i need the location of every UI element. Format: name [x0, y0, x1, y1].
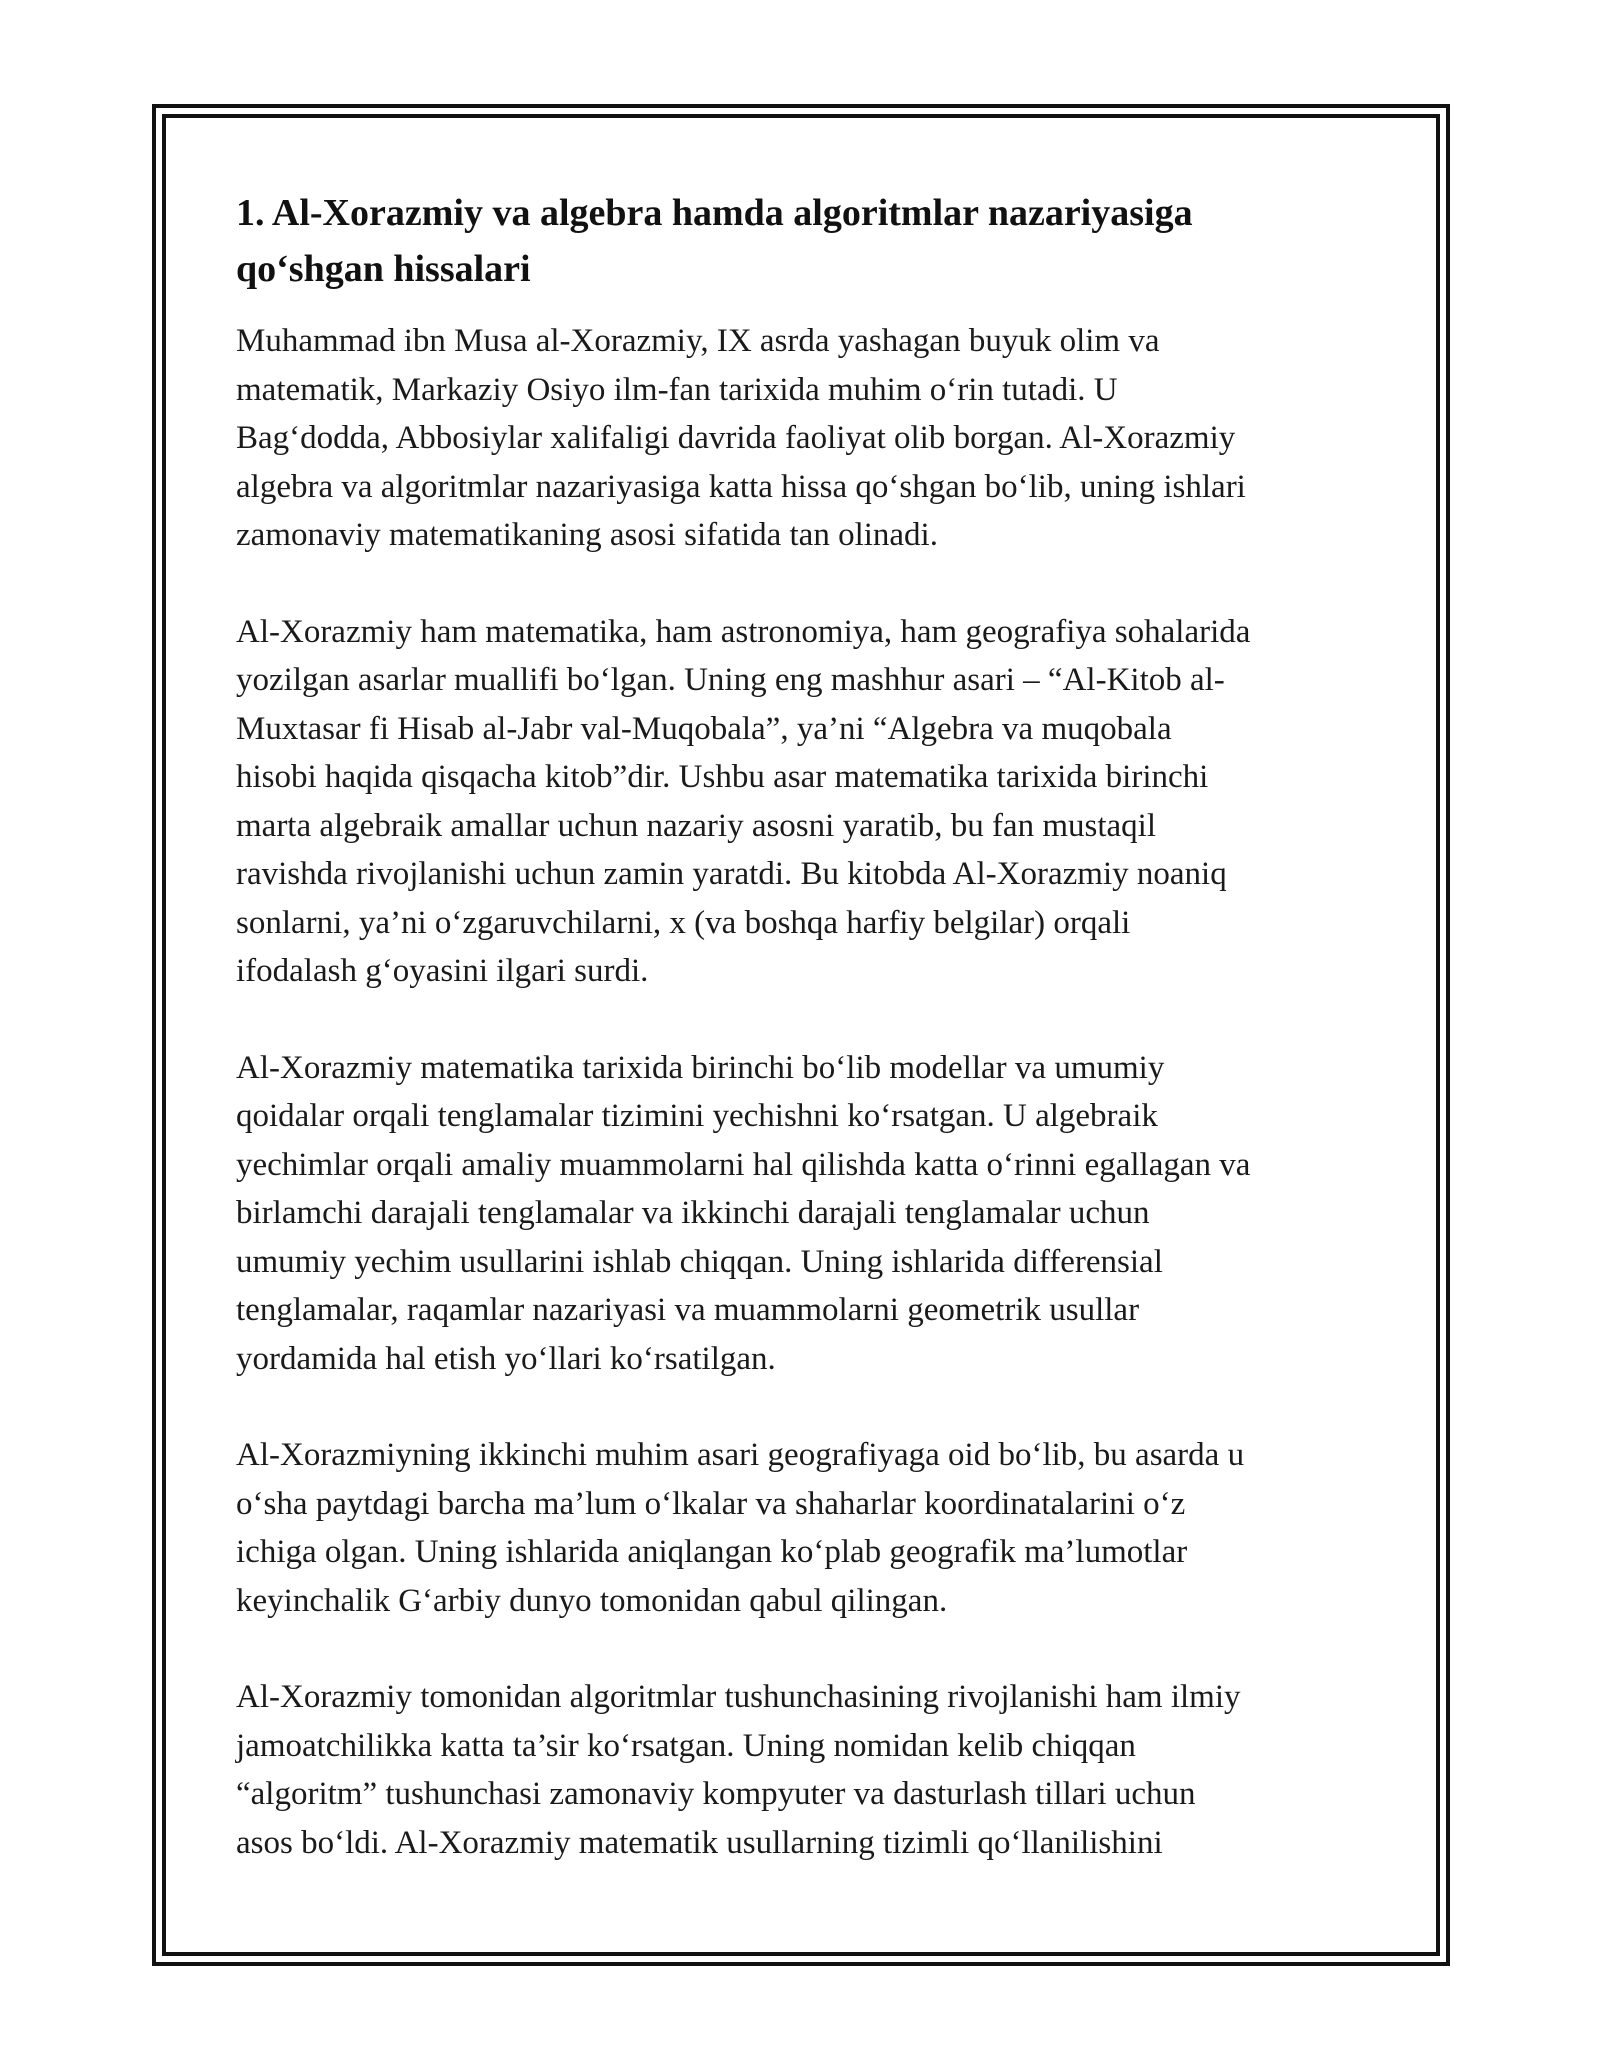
- paragraph-5: Al-Xorazmiy tomonidan algoritmlar tushunchasining rivojlanishi ham ilmiy jamoatchilikka katta ta’sir ko‘rsatgan. Uning nomidan kelib chiqqan “algoritm” tushunchasi zamonaviy kompyuter va dasturlash tillari uchun asos bo‘ldi. Al-Xorazmiy matematik usullarning tizimli qo‘llanilishini: [236, 1679, 1241, 1861]
- paragraph-4: Al-Xorazmiyning ikkinchi muhim asari geografiyaga oid bo‘lib, bu asarda u o‘sha paytdagi barcha ma’lum o‘lkalar va shaharlar koordinatalarini o‘z ichiga olgan. Uning ishlarida aniqlangan ko‘plab geografik ma’lumotlar keyinchalik G‘arbiy dunyo tomonidan qabul qilingan.: [236, 1437, 1245, 1619]
- document-body: [236, 185, 1366, 1915]
- paragraph-3: Al-Xorazmiy matematika tarixida birinchi bo‘lib modellar va umumiy qoidalar orqali tenglamalar tizimini yechishni ko‘rsatgan. U algebraik yechimlar orqali amaliy muammolarni hal qilishda katta o‘rinni egallagan va birlamchi darajali tenglamalar va ikkinchi darajali tenglamalar uchun umumiy yechim usullarini ishlab chiqqan. Uning ishlarida differensial tenglamalar, raqamlar nazariyasi va muammolarni geometrik usullar yordamida hal etish yo‘llari ko‘rsatilgan.: [236, 1049, 1251, 1377]
- paragraph-2: Al-Xorazmiy ham matematika, ham astronomiya, ham geografiya sohalarida yozilgan asarlar muallifi bo‘lgan. Uning eng mashhur asari – “Al-Kitob al- Muxtasar fi Hisab al-Jabr val-Muqobala”, ya’ni “Algebra va muqobala hisobi haqida qisqacha kitob”dir. Ushbu asar matematika tarixida birinchi marta algebraik amallar uchun nazariy asosni yaratib, bu fan mustaqil ravishda rivojlanishi uchun zamin yaratdi. Bu kitobda Al-Xorazmiy noaniq sonlarni, ya’ni o‘zgaruvchilarni, x (va boshqa harfiy belgilar) orqali ifodalash g‘oyasini ilgari surdi.: [236, 613, 1251, 989]
- section-title: 1. Al-Xorazmiy va algebra hamda algoritmlar nazariyasiga qo‘shgan hissalari: [236, 192, 1193, 290]
- paragraph-1: Muhammad ibn Musa al-Xorazmiy, IX asrda yashagan buyuk olim va matematik, Markaziy Osiyo ilm-fan tarixida muhim o‘rin tutadi. U Bag‘dodda, Abbosiylar xalifaligi davrida faoliyat olib borgan. Al-Xorazmiy algebra va algoritmlar nazariyasiga katta hissa qo‘shgan bo‘lib, uning ishlari zamonaviy matematikaning asosi sifatida tan olinadi.: [236, 323, 1246, 553]
